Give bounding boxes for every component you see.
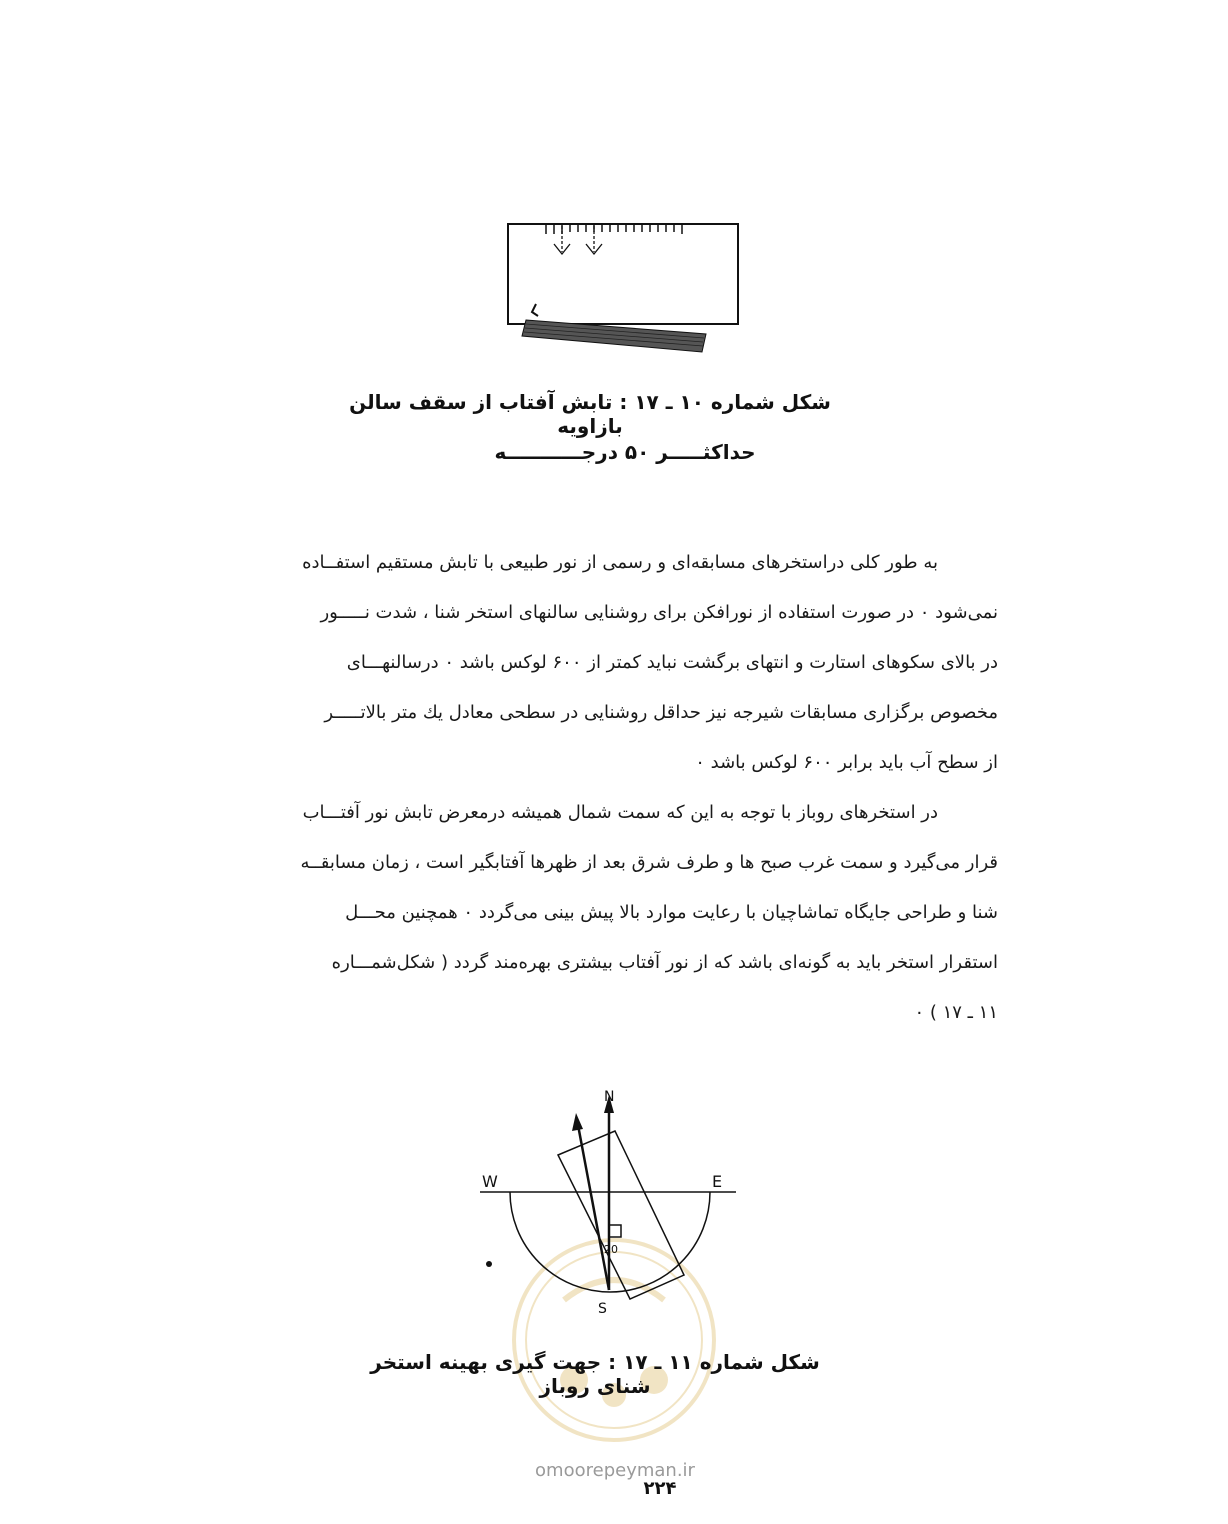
paragraph1-line: نمی‌شود ۰ در صورت استفاده از نورافکن برای روشنایی سالنهای استخر شنا ، شدت نـــــور <box>320 602 998 623</box>
page-number: ۲۲۴ <box>643 1478 677 1499</box>
south-label: S <box>598 1301 607 1317</box>
stray-dot <box>486 1261 492 1267</box>
figure2-caption: شکل شماره ۱۱ ـ ۱۷ : جهت گیری بهینه استخر شنای روباز <box>370 1350 820 1398</box>
angle-label: 20 <box>604 1243 618 1256</box>
figure1-caption-line2: حداکثـــــر ۵۰ درجـــــــــــه <box>494 440 756 464</box>
figure1-caption-line1: شکل شماره ۱۰ ـ ۱۷ : تابش آفتاب از سقف سالن بازاویه <box>349 390 831 438</box>
paragraph1-line: در بالای سکوهای استارت و انتهای برگشت نباید کمتر از ۶۰۰ لوکس باشد ۰ درسالنهـــای <box>346 652 998 673</box>
east-label: E <box>712 1172 723 1191</box>
paragraph1-line: مخصوص برگزاری مسابقات شیرجه نیز حداقل روشنایی در سطحی معادل یك متر بالاتـــــر <box>324 702 998 723</box>
paragraph2-line: شنا و طراحی جایگاه تماشاچیان با رعایت موارد بالا پیش بینی می‌گردد ۰ همچنین محـــل <box>345 902 998 923</box>
paragraph2-line: قرار می‌گیرد و سمت غرب صبح ها و طرف شرق بعد از ظهرها آفتابگیر است ، زمان مسابقــه <box>300 852 998 873</box>
paragraph2-line: در استخرهای روباز با توجه به این که سمت شمال همیشه درمعرض تابش نور آفتـــاب <box>302 802 938 823</box>
paragraph1-line: به طور کلی دراستخرهای مسابقه‌ای و رسمی از نور طبیعی با تابش مستقیم استفــاده <box>302 552 938 573</box>
watermark-url: omoorepeyman.ir <box>535 1460 695 1481</box>
paragraph2-line: استقرار استخر باید به گونه‌ای باشد که از نور آفتاب بیشتری بهره‌مند گردد ( شکل‌شمـــاره <box>331 952 998 973</box>
paragraph1-line: از سطح آب باید برابر ۶۰۰ لوکس باشد ۰ <box>695 752 998 773</box>
figure-skylight-diagram <box>496 212 746 372</box>
west-label: W <box>482 1172 498 1191</box>
figure-pool-orientation-diagram <box>470 1085 750 1325</box>
paragraph2-line: ۱۱ ـ ۱۷ ) ۰ <box>914 1002 998 1023</box>
paragraph-indoor-lighting <box>232 538 998 788</box>
north-label: N <box>604 1089 615 1105</box>
paragraph-outdoor-orientation <box>232 788 998 1038</box>
